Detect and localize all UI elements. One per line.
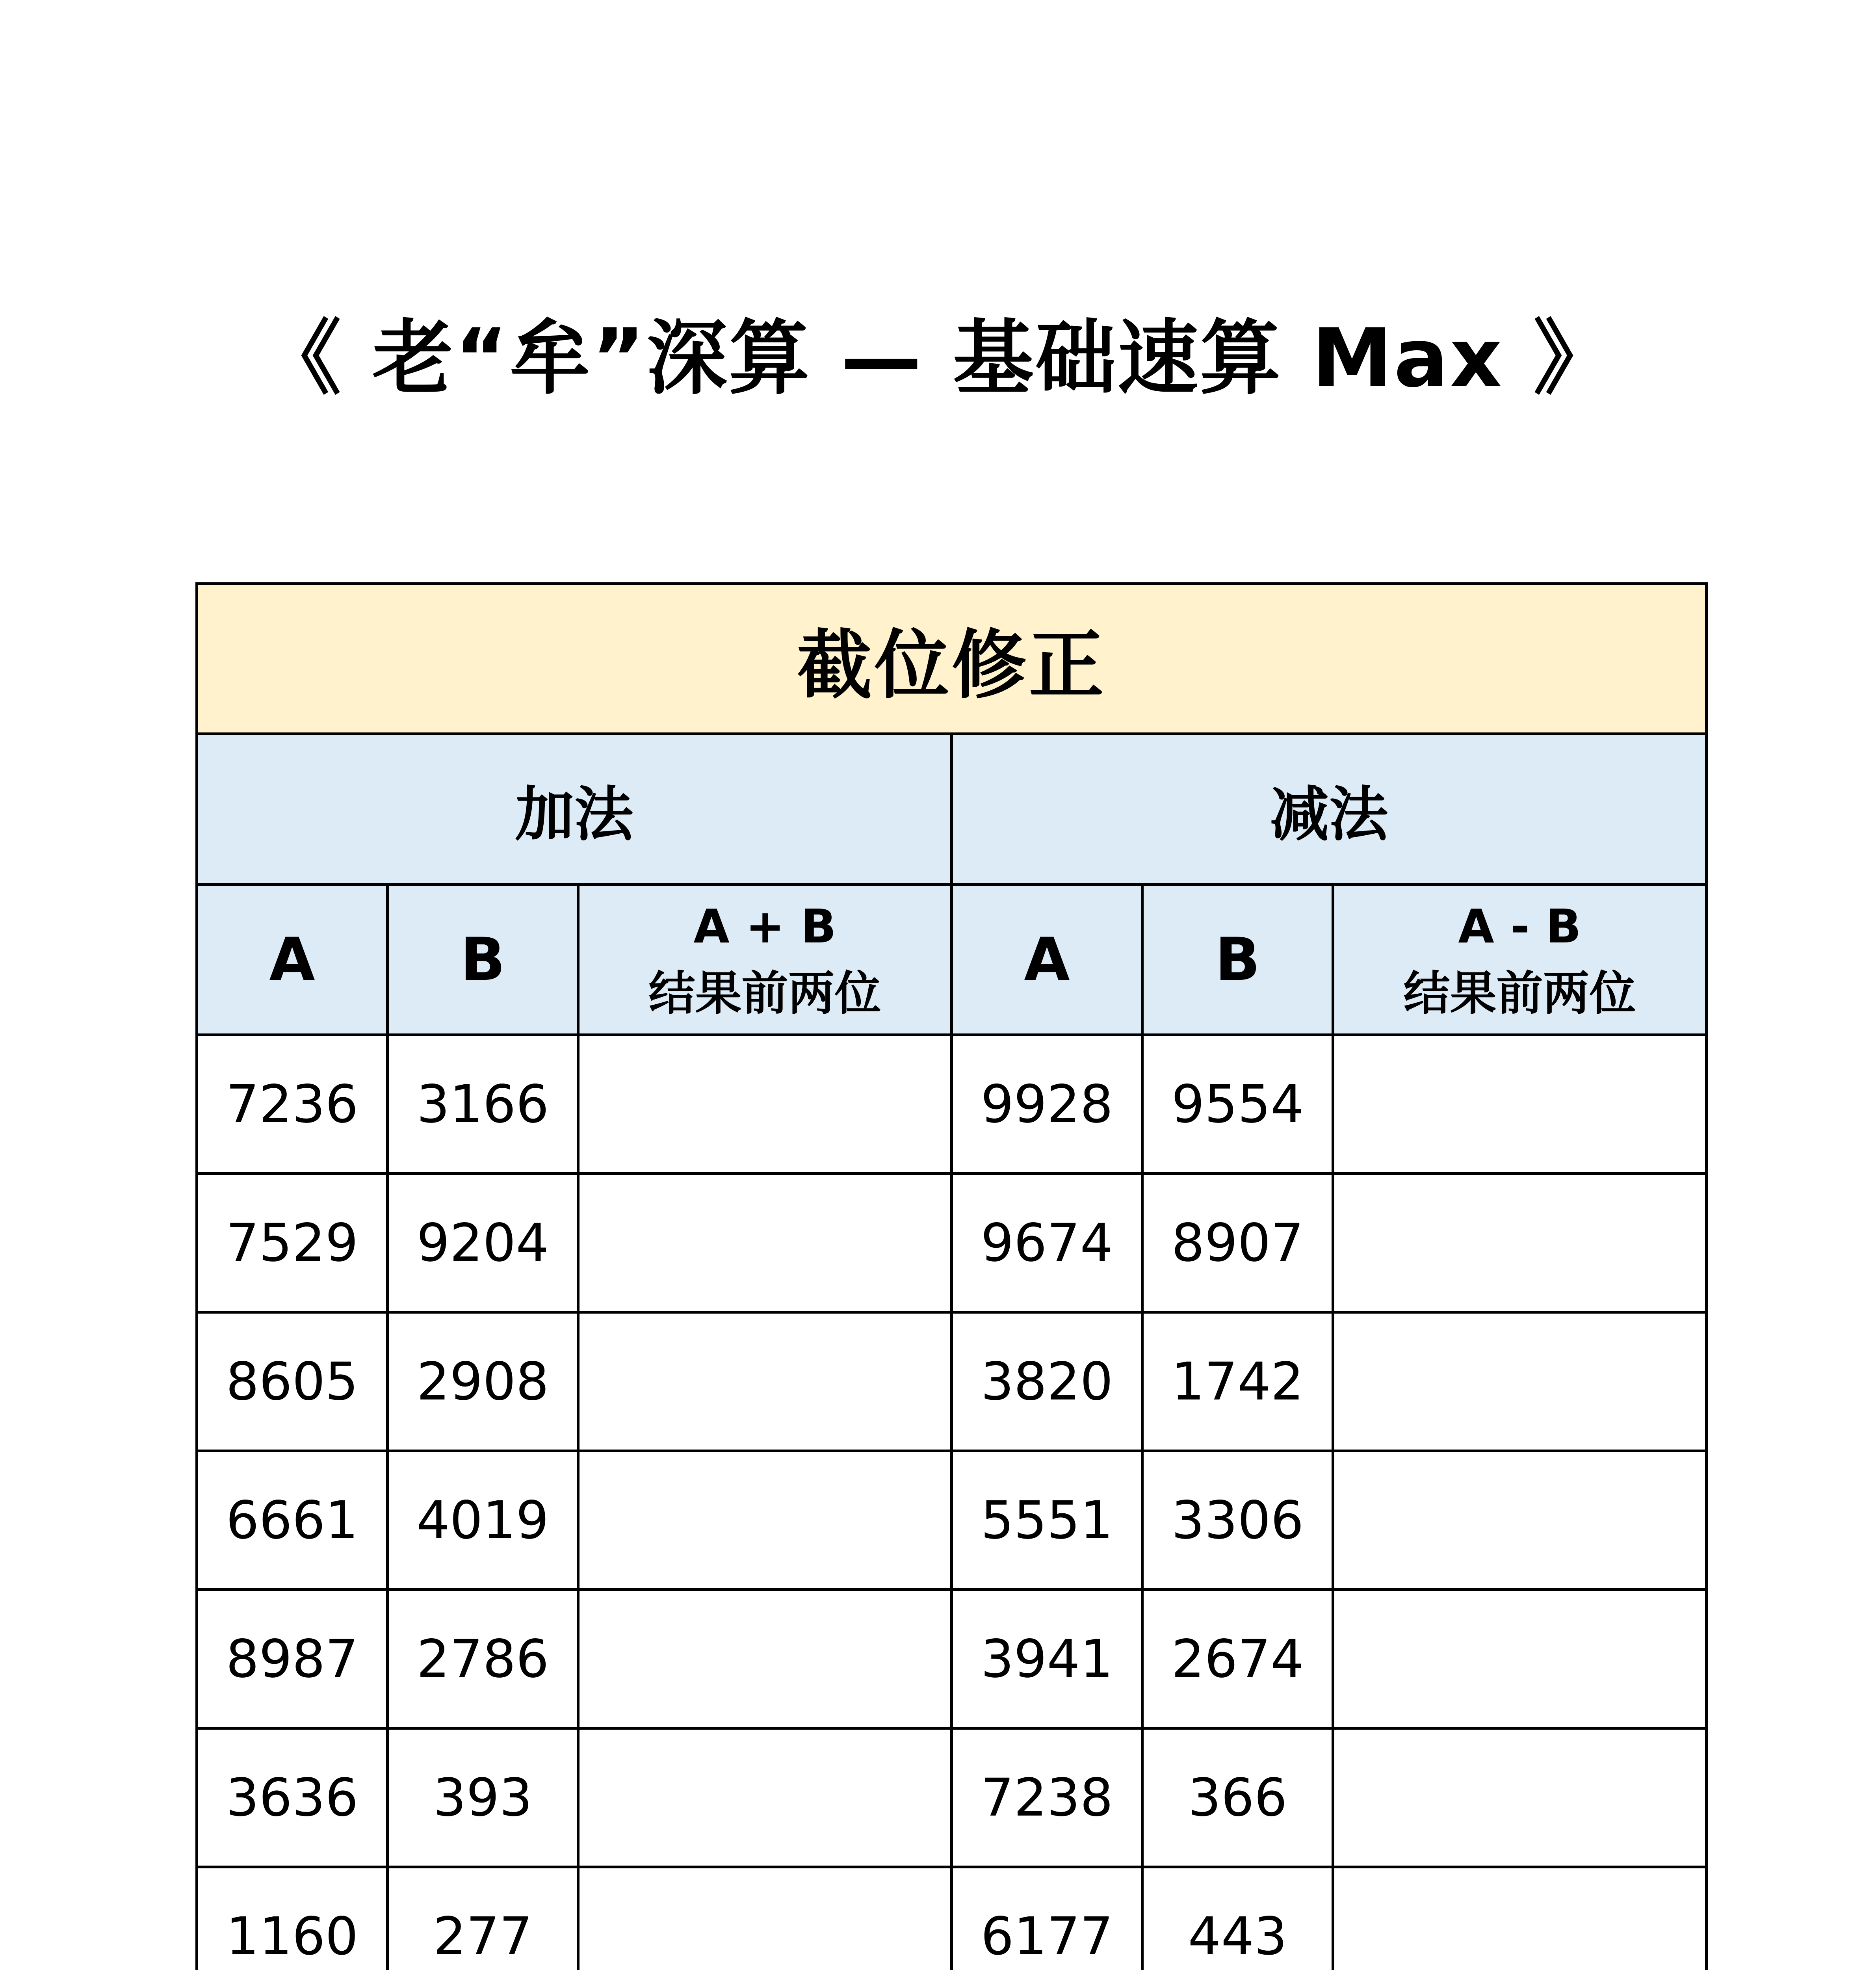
add-answer-cell[interactable]	[578, 1451, 952, 1590]
sub-b-cell: 1742	[1142, 1312, 1333, 1451]
col-header-add-b: B	[388, 885, 578, 1035]
sub-a-cell: 5551	[952, 1451, 1142, 1590]
section-subtraction: 减法	[952, 734, 1707, 885]
add-a-cell: 3636	[197, 1728, 388, 1867]
add-a-cell: 7529	[197, 1174, 388, 1312]
sub-b-cell: 3306	[1142, 1451, 1333, 1590]
sub-b-cell: 2674	[1142, 1590, 1333, 1728]
table-row	[197, 1867, 1707, 1970]
add-b-cell: 2786	[388, 1590, 578, 1728]
table-title-row	[197, 584, 1707, 734]
sub-answer-cell[interactable]	[1333, 1035, 1707, 1174]
add-b-cell: 3166	[388, 1035, 578, 1174]
sub-answer-cell[interactable]	[1333, 1728, 1707, 1867]
add-answer-cell[interactable]	[578, 1312, 952, 1451]
add-a-cell: 8605	[197, 1312, 388, 1451]
table-row	[197, 1035, 1707, 1174]
sub-a-cell: 9674	[952, 1174, 1142, 1312]
sub-a-cell: 3941	[952, 1590, 1142, 1728]
table-row	[197, 1174, 1707, 1312]
add-a-cell: 8987	[197, 1590, 388, 1728]
add-b-cell: 393	[388, 1728, 578, 1867]
sub-b-cell: 366	[1142, 1728, 1333, 1867]
add-formula-label: A + B	[693, 899, 836, 953]
add-b-cell: 4019	[388, 1451, 578, 1590]
add-b-cell: 277	[388, 1867, 578, 1970]
sub-b-cell: 8907	[1142, 1174, 1333, 1312]
sub-answer-cell[interactable]	[1333, 1867, 1707, 1970]
add-answer-cell[interactable]	[578, 1728, 952, 1867]
add-a-cell: 1160	[197, 1867, 388, 1970]
add-result-note: 结果前两位	[648, 966, 881, 1020]
col-header-sub-a: A	[952, 885, 1142, 1035]
table-row	[197, 1728, 1707, 1867]
col-header-add-result	[578, 885, 952, 1035]
col-header-add-a: A	[197, 885, 388, 1035]
table-row	[197, 1451, 1707, 1590]
sub-answer-cell[interactable]	[1333, 1174, 1707, 1312]
col-header-sub-result	[1333, 885, 1707, 1035]
sub-b-cell: 9554	[1142, 1035, 1333, 1174]
sub-a-cell: 6177	[952, 1867, 1142, 1970]
section-addition: 加法	[197, 734, 952, 885]
add-answer-cell[interactable]	[578, 1035, 952, 1174]
add-b-cell: 2908	[388, 1312, 578, 1451]
sub-a-cell: 9928	[952, 1035, 1142, 1174]
column-header-row	[197, 885, 1707, 1035]
page-title: 《 老“牟”深算 — 基础速算 Max 》	[260, 312, 1616, 405]
sub-b-cell: 443	[1142, 1867, 1333, 1970]
table-row	[197, 1590, 1707, 1728]
add-answer-cell[interactable]	[578, 1867, 952, 1970]
section-header-row	[197, 734, 1707, 885]
add-answer-cell[interactable]	[578, 1590, 952, 1728]
col-header-sub-b: B	[1142, 885, 1333, 1035]
sub-answer-cell[interactable]	[1333, 1451, 1707, 1590]
sub-result-note: 结果前两位	[1403, 966, 1636, 1020]
add-a-cell: 6661	[197, 1451, 388, 1590]
practice-table	[195, 582, 1708, 1970]
sub-answer-cell[interactable]	[1333, 1312, 1707, 1451]
add-b-cell: 9204	[388, 1174, 578, 1312]
sub-a-cell: 3820	[952, 1312, 1142, 1451]
add-answer-cell[interactable]	[578, 1174, 952, 1312]
add-a-cell: 7236	[197, 1035, 388, 1174]
sub-answer-cell[interactable]	[1333, 1590, 1707, 1728]
table-title: 截位修正	[197, 584, 1707, 734]
sub-formula-label: A - B	[1458, 899, 1581, 953]
table-row	[197, 1312, 1707, 1451]
sub-a-cell: 7238	[952, 1728, 1142, 1867]
